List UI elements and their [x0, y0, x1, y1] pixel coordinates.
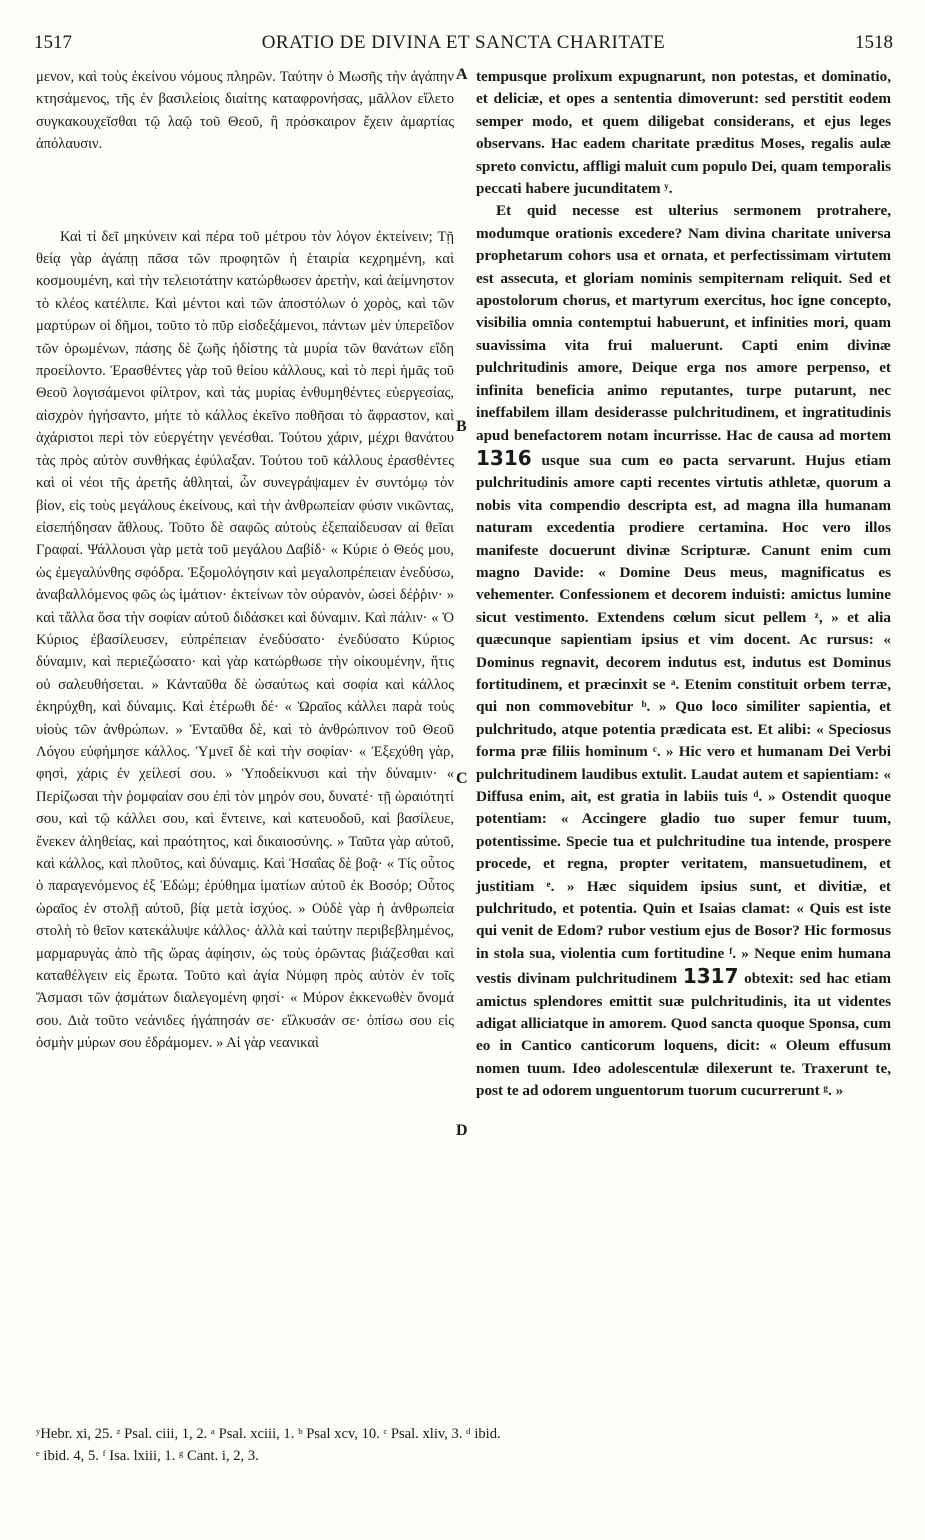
- running-title: ORATIO DE DIVINA ET SANCTA CHARITATE: [261, 32, 666, 53]
- greek-paragraph-1: μενον, καὶ τοὺς ἐκείνου νόμους πληρῶν. Ταύτην ὁ Μωσῆς τὴν ἀγάπην κτησάμενος, τῆς ἐν βασιλείοις διαίτης καταφρονήσας, μᾶλλον εἵλετο συγκακουχεῖσθαι τῷ λαῷ τοῦ Θεοῦ, ἢ πρόσκαιρον ἔχειν ἁμαρτίας ἀπόλαυσιν.: [36, 69, 454, 153]
- page-header: [34, 32, 893, 62]
- column-number-1316: 1316: [476, 445, 532, 470]
- section-marker-b: B: [456, 418, 467, 435]
- footnotes: [36, 1423, 895, 1467]
- footnote-line-2: ᵉ ibid. 4, 5. ᶠ Isa. lxiii, 1. ᵍ Cant. i, 2, 3.: [36, 1448, 259, 1464]
- section-marker-a: A: [456, 66, 468, 83]
- footnote-line-1: ʸHebr. xi, 25. ᶻ Psal. ciii, 1, 2. ᵃ Psal. xciii, 1. ᵇ Psal xcv, 10. ᶜ Psal. xliv, 3. ᵈ ibid.: [36, 1426, 501, 1442]
- greek-column: [36, 66, 454, 1055]
- latin-column: [476, 66, 891, 1103]
- page-number-left: 1517: [34, 32, 72, 53]
- latin-text-part-2: usque sua cum eo pacta servarunt. Hujus etiam pulchritudinis amore capti recentes virtutis athletæ, quorum a nobis vita compendio descripta est, ad magna illa humanam naturam excedentia prodiere certamina. Hoc vero illos manifeste docuerunt divinæ Scripturæ. Canunt enim cum magno Davide: « Domine Deus meus, magnificatus es vehementer. Confessionem et decorem induisti: amictus lumine sicut vestimento. Extendens cœlum sicut pellem ᶻ, » et alia quæcunque sapientiam ipsius et vim docent. Ac rursus: « Dominus regnavit, decorem indutus est, indutus est Dominus fortitudinem, et præcinxit se ᵃ. Etenim constituit orbem terræ, qui non commovebitur ᵇ. » Quo loco similiter sapientia, et pulchritudo, atque potentia prædicata est. Et alibi: « Speciosus forma præ filiis hominum ᶜ. » Hic vero et humanam Dei Verbi pulchritudinem laudibus extulit. Laudat autem et sapientiam: « Diffusa enim, ait, est gratia in labiis tuis ᵈ. » Ostendit quoque potentiam: « Accingere gladio tuo super femur tuum, potentissime. Specie tua et pulchritudine tua intende, prospere procede, et regna, propter veritatem, mansuetudinem, et justitiam ᵉ. » Hæc siquidem ipsius sunt, et divitiæ, et pulchritudo, et potentia. Quin et Isaias clamat: « Quis est iste qui venit de Edom? rubor vestium ejus de Bosor? Hic formosus in stola sua, violentia cum fortitudine ᶠ. » Neque enim humana vestis divinam pulchritudinem: [476, 451, 892, 988]
- section-marker-d: D: [456, 1122, 468, 1139]
- latin-text-part-1: Et quid necesse est ulterius sermonem protrahere, modumque orationis excedere? Nam divina charitate universa prophetarum cohors usa et ornata, et perfectissimam virtutem est assecuta, et gloriam nominis sempiternam reliquit. Sed et apostolorum chorus, et martyrum exercitus, hoc igne concepto, visibilia omnia contemptui habuerunt, et infinities mori, quam suavissima vita frui maluerunt. Capti enim divinæ pulchritudinis amore, Deique erga nos amore perpenso, et infinita beneficia animo reputantes, turpe putarunt, nec ineffabilem illam desiderasse pulchritudinem, et ingratitudinis apud benefactorem notam incurrisse. Hac de causa ad mortem: [476, 202, 891, 444]
- latin-text-part-3: obtexit: sed hac etiam amictus splendores emittit suæ pulchritudinis, ita ut videntes adigat alliciatque in amorem. Quod sancta quoque Sponsa, cum eo in Cantico canticorum loquens, dicit: « Oleum effusum nomen tuum. Ideo adolescentulæ dilexerunt te. Traxerunt te, post te ad odorem unguentorum tuorum cucurrerunt ᵍ. »: [476, 970, 892, 1100]
- latin-paragraph-1: tempusque prolixum expugnarunt, non potestas, et dominatio, et deliciæ, et opes a sententia dimoverunt: sed perstitit eodem semper modo, et quem diligebat considerans, et ejus leges observans. Hac eadem charitate præditus Moses, regalis aulæ spreto convictu, affligi maluit cum populo Dei, quam temporalis peccati habere jucunditatem ʸ.: [476, 68, 891, 198]
- greek-paragraph-2: Καὶ τί δεῖ μηκύνειν καὶ πέρα τοῦ μέτρου τὸν λόγον ἐκτείνειν; Τῇ θείᾳ γὰρ ἀγάπῃ πᾶσα τῶν προφητῶν ἡ ἑταιρία κεχρημένη, καὶ κοσμουμένη, καὶ τὴν τελειοτάτην κατώρθωσεν ἀρετὴν, καὶ ἀείμνηστον τὸ κλέος κατέλιπε. Καὶ μέντοι καὶ τῶν ἀποστόλων ὁ χορὸς, καὶ τῶν μαρτύρων οἱ δῆμοι, τοῦτο τὸ πῦρ εἰσδεξάμενοι, πάντων μὲν ὑπερεῖδον τῶν ὁρωμένων, πάσης δὲ ζωῆς ἡδίστης τὰ μυρία τῶν θανάτων εἴδη προείλοντο. Ἐρασθέντες γὰρ τοῦ θείου κάλλους, καὶ τὸ περὶ ἡμᾶς τοῦ Θεοῦ λογισάμενοι φίλτρον, καὶ τὰς μυρίας ἐνθυμηθέντες εὐεργεσίας, αἰσχρὸν ἡγήσαντο, μήτε τὸ κάλλος ἐκεῖνο ποθῆσαι τὸ ἄφραστον, καὶ ἀχάριστοι περὶ τὸν εὐεργέτην γενέσθαι. Τούτου χάριν, μέχρι θανάτου τὰς πρὸς αὐτὸν συνθήκας ἐφύλαξαν. Τούτου τοῦ κάλλους ἐρασθέντες καὶ οἱ νέοι τῆς ἀρετῆς ἀθληταὶ, ὧν συνεγράψαμεν ἐν συντόμῳ τὸν βίον, εἰς τοὺς μεγάλους ἐκείνους, καὶ τὴν ἀνθρωπείαν φύσιν νικῶντας, εἰσεπήδησαν ἄθλους. Τοῦτο δὲ σαφῶς αὐτοὺς ἐξεπαίδευσαν αἱ θεῖαι Γραφαί. Ψάλλουσι γὰρ μετὰ τοῦ μεγάλου Δαβίδ· « Κύριε ὁ Θεός μου, ὡς ἐμεγαλύνθης σφόδρα. Ἐξομολόγησιν καὶ μεγαλοπρέπειαν ἐνεδύσω, ἀναβαλλόμενος φῶς ὡς ἱμάτιον· ἐκτείνων τὸν οὐρανὸν, ὡσεὶ δέῤῥιν· » καὶ τἄλλα ὅσα τὴν σοφίαν αὐτοῦ διδάσκει καὶ δύναμιν. Καὶ πάλιν· « Ὁ Κύριος ἐβασίλευσεν, εὐπρέπειαν ἐνεδύσατο· ἐνεδύσατο Κύριος δύναμιν, καὶ περιεζώσατο· καὶ γὰρ κατώρθωσε τὴν οἰκουμένην, ἥτις οὐ σαλευθήσεται. » Κἀνταῦθα δὲ ὡσαύτως καὶ σοφία καὶ κάλλος ἐκηρύχθη, καὶ δύναμις. Καὶ ἑτέρωθι δέ· « Ὡραῖος κάλλει παρὰ τοὺς υἱοὺς τῶν ἀνθρώπων. » Ἐνταῦθα δὲ, καὶ τὸ ἀνθρώπινον τοῦ Θεοῦ Λόγου εὐφήμησε κάλλος. Ὑμνεῖ δὲ καὶ τὴν σοφίαν· « Ἐξεχύθη γὰρ, φησὶ, χάρις ἐν χείλεσί σου. » Ὑποδείκνυσι καὶ τὴν δύναμιν· « Περίζωσαι τὴν ῥομφαίαν σου ἐπὶ τὸν μηρόν σου, δυνατέ· τῇ ὡραιότητί σου, καὶ τῷ κάλλει σου, καὶ ἔντεινε, καὶ κατευοδοῦ, καὶ βασίλευε, ἕνεκεν ἀληθείας, καὶ πραότητος, καὶ δικαιοσύνης. » Ταῦτα γὰρ αὐτοῦ, καὶ κάλλος, καὶ πλοῦτος, καὶ δύναμις. Καὶ Ἡσαΐας δὲ βοᾷ· « Τίς οὗτος ὁ παραγενόμενος ἐξ Ἐδώμ; ἐρύθημα ἱματίων αὐτοῦ ἐκ Βοσόρ; Οὗτος ὡραῖος ἐν στολῇ αὐτοῦ, βίᾳ μετὰ ἰσχύος. » Οὐδὲ γὰρ ἡ ἀνθρωπεία στολὴ τὸ θεῖον κατεκάλυψε κάλλος· ἀλλὰ καὶ ταύτην περιβεβλημένος, μαρμαρυγὰς ἀπὸ τῆς ὥρας ἀφίησιν, ὡς τοὺς ὁρῶντας βιάζεσθαι καὶ καταθέλγειν εἰς ἔρωτα. Τοῦτο καὶ ἁγία Νύμφη πρὸς αὐτὸν ἐν τοῖς Ἄσμασι τῶν ᾀσμάτων διαλεγομένη φησί· « Μύρον ἐκκενωθὲν ὄνομά σου. Διὰ τοῦτο νεάνιδες ἠγάπησάν σε· εἵλκυσάν σε· ὀπίσω σου εἰς ὀσμὴν μύρων σου ἐδράμομεν. » Αἱ γὰρ νεανικαὶ: [36, 228, 454, 1052]
- column-number-1317: 1317: [682, 964, 739, 989]
- page-number-right: 1518: [855, 32, 893, 53]
- latin-paragraph-2: [476, 200, 891, 1102]
- section-marker-c: C: [456, 770, 468, 787]
